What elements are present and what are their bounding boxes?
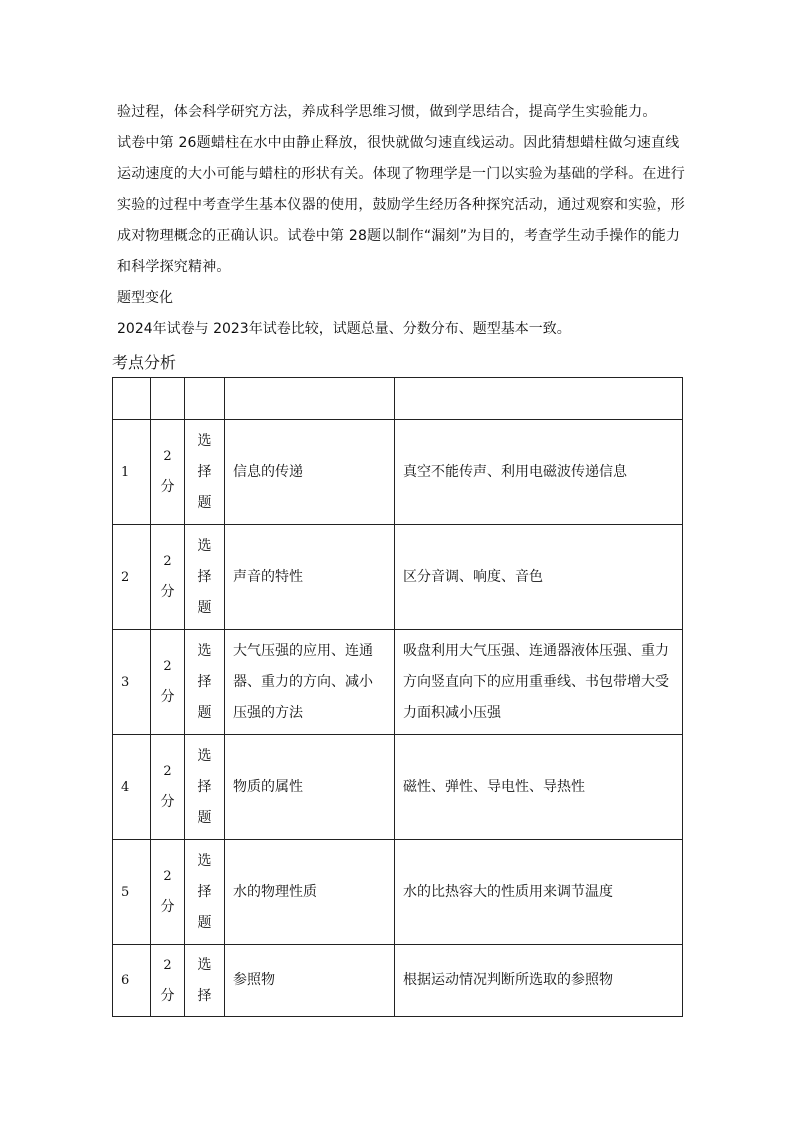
score-unit: 分 — [160, 584, 175, 600]
question-number: 6 — [113, 945, 151, 1017]
type-char: 择 — [197, 568, 212, 585]
question-type-cell — [185, 945, 225, 1017]
exam-point-table — [112, 377, 683, 1017]
score-unit: 分 — [160, 689, 175, 705]
score-value: 2 — [163, 957, 172, 973]
table-cell — [151, 378, 185, 420]
type-char: 择 — [197, 778, 212, 795]
question-type-cell — [185, 420, 225, 525]
score-value: 2 — [163, 554, 172, 569]
table-row — [113, 420, 683, 525]
type-char: 选 — [197, 747, 212, 764]
topic-cell: 参照物 — [225, 945, 395, 1017]
table-header-row — [113, 378, 683, 420]
score-unit: 分 — [160, 899, 175, 915]
type-char: 题 — [197, 809, 212, 826]
type-char: 择 — [197, 463, 212, 480]
paragraph-experiment-process — [117, 97, 687, 128]
score-cell — [151, 735, 185, 840]
table-row — [113, 525, 683, 630]
question-type-cell — [185, 840, 225, 945]
text-line: 验过程，体会科学研究方法，养成科学思维习惯，做到学思结合，提高学生实验能力。 — [117, 104, 657, 120]
heading-question-type-change: 题型变化 — [117, 290, 173, 306]
score-unit: 分 — [160, 987, 175, 1004]
text-line: 成对物理概念的正确认识。试卷中第 28题以制作“漏刻”为目的，考查学生动手操作的能力 — [117, 228, 681, 244]
score-value: 2 — [163, 659, 172, 674]
score-cell — [151, 630, 185, 735]
detail-cell: 磁性、弹性、导电性、导热性 — [395, 735, 683, 840]
table-row — [113, 735, 683, 840]
type-char: 选 — [197, 432, 212, 449]
detail-cell: 吸盘利用大气压强、连通器液体压强、重力方向竖直向下的应用重垂线、书包带增大受力面积减小压强 — [395, 630, 683, 735]
score-unit: 分 — [160, 479, 175, 495]
question-type-cell — [185, 735, 225, 840]
type-char: 选 — [197, 852, 212, 869]
topic-cell: 声音的特性 — [225, 525, 395, 630]
table-cell — [113, 378, 151, 420]
score-cell — [151, 525, 185, 630]
score-value: 2 — [163, 764, 172, 779]
question-type-cell — [185, 525, 225, 630]
score-cell — [151, 420, 185, 525]
question-number: 1 — [113, 420, 151, 525]
heading-exam-point-analysis: 考点分析 — [112, 353, 177, 372]
question-number: 5 — [113, 840, 151, 945]
type-char: 择 — [197, 987, 212, 1004]
score-cell — [151, 945, 185, 1017]
text-line: 实验的过程中考查学生基本仪器的使用，鼓励学生经历各种探究活动，通过观察和实验，形 — [117, 197, 685, 213]
paragraph-comparison: 2024年试卷与 2023年试卷比较，试题总量、分数分布、题型基本一致。 — [117, 321, 571, 337]
type-char: 选 — [197, 956, 212, 973]
score-value: 2 — [163, 449, 172, 464]
question-number: 4 — [113, 735, 151, 840]
detail-cell: 区分音调、响度、音色 — [395, 525, 683, 630]
table-cell — [185, 378, 225, 420]
type-char: 题 — [197, 914, 212, 931]
type-char: 题 — [197, 494, 212, 511]
paragraph-exam-questions — [117, 128, 687, 283]
type-char: 选 — [197, 642, 212, 659]
score-value: 2 — [163, 869, 172, 884]
topic-cell: 信息的传递 — [225, 420, 395, 525]
table-row — [113, 840, 683, 945]
question-number: 2 — [113, 525, 151, 630]
text-line: 和科学探究精神。 — [117, 259, 231, 275]
table-row — [113, 945, 683, 1017]
topic-cell: 水的物理性质 — [225, 840, 395, 945]
table-cell — [395, 378, 683, 420]
score-unit: 分 — [160, 794, 175, 810]
text-line: 运动速度的大小可能与蜡柱的形状有关。体现了物理学是一门以实验为基础的学科。在进行 — [117, 166, 685, 182]
type-char: 选 — [197, 537, 212, 554]
type-char: 题 — [197, 704, 212, 721]
score-cell — [151, 840, 185, 945]
detail-cell: 水的比热容大的性质用来调节温度 — [395, 840, 683, 945]
type-char: 择 — [197, 883, 212, 900]
detail-cell: 根据运动情况判断所选取的参照物 — [395, 945, 683, 1017]
table-cell — [225, 378, 395, 420]
type-char: 择 — [197, 673, 212, 690]
text-line: 试卷中第 26题蜡柱在水中由静止释放，很快就做匀速直线运动。因此猜想蜡柱做匀速直线 — [117, 135, 680, 151]
table-row — [113, 630, 683, 735]
topic-cell: 大气压强的应用、连通器、重力的方向、减小压强的方法 — [225, 630, 395, 735]
topic-cell: 物质的属性 — [225, 735, 395, 840]
question-type-cell — [185, 630, 225, 735]
type-char: 题 — [197, 599, 212, 616]
detail-cell: 真空不能传声、利用电磁波传递信息 — [395, 420, 683, 525]
question-number: 3 — [113, 630, 151, 735]
